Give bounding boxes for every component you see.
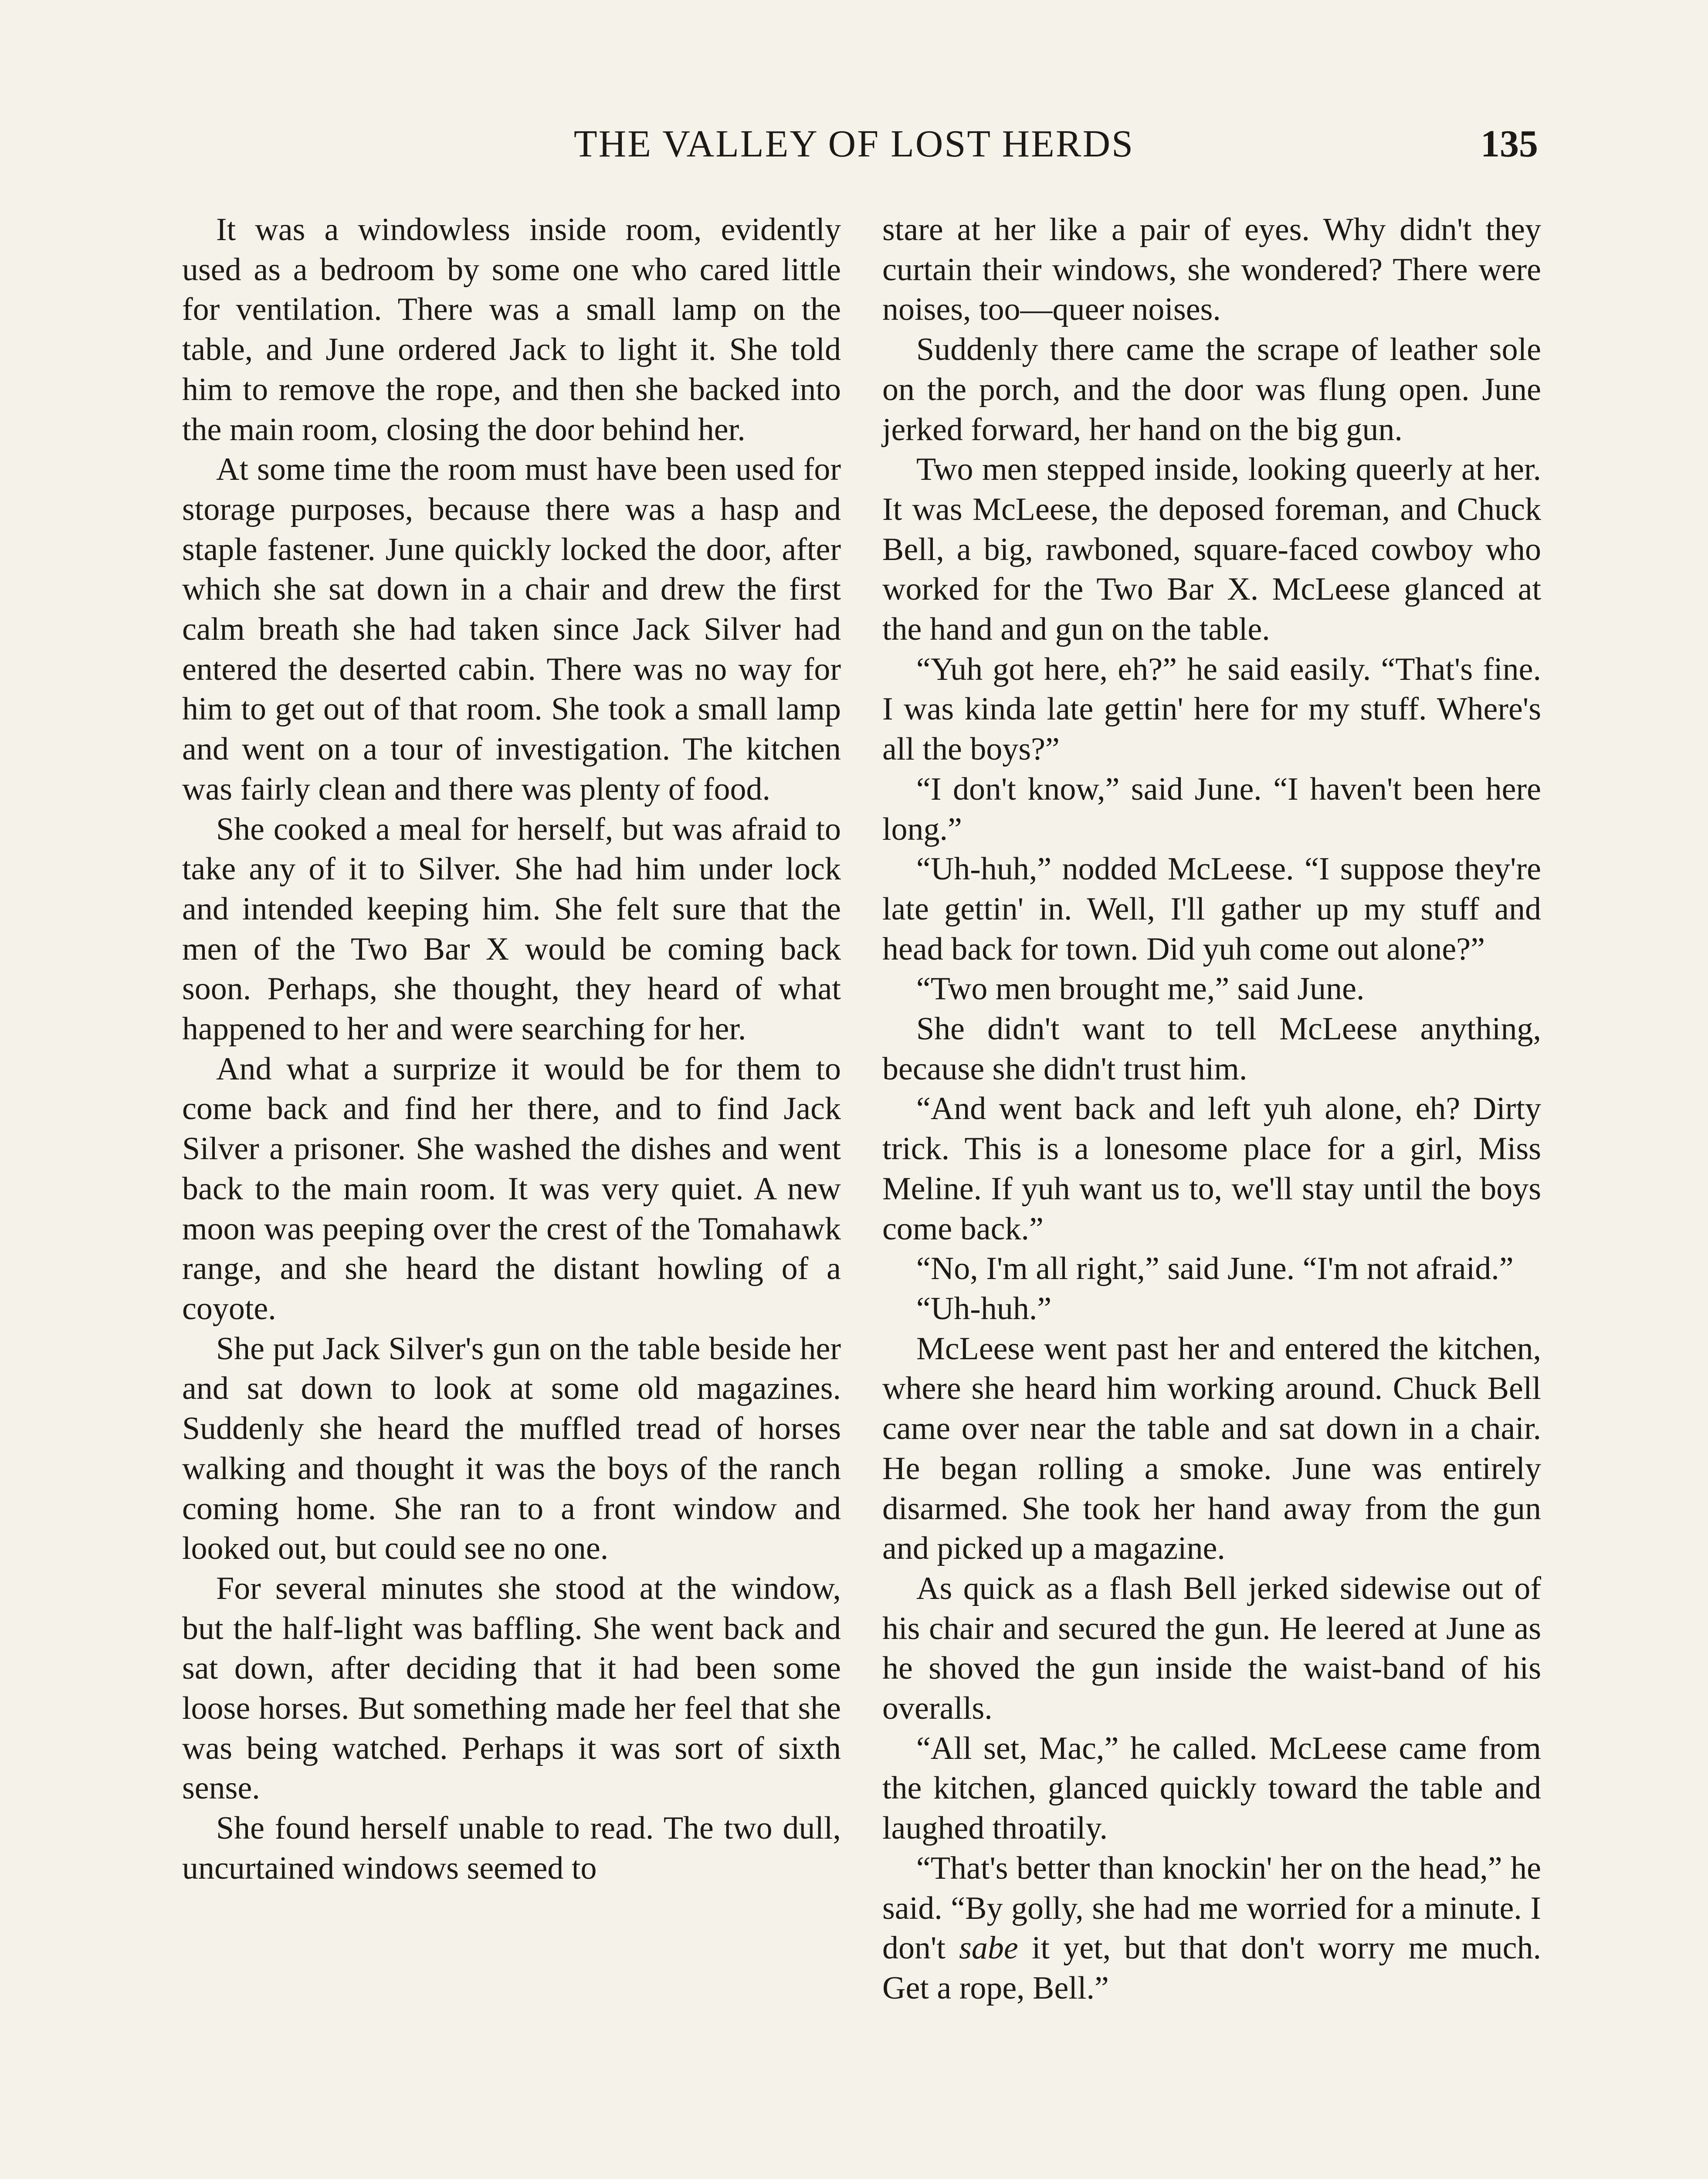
paragraph: She cooked a meal for herself, but was afraid to take any of it to Silver. She had him under lock and intended keeping him. She felt sure that the men of the Two Bar X would be coming back soon. Perhaps, she thought, they heard of what happened to her and were searching for her. — [182, 811, 841, 1047]
paragraph: “All set, Mac,” he called. McLeese came from the kitchen, glanced quickly toward the table and laughed throatily. — [882, 1730, 1541, 1846]
paragraph: Two men stepped inside, looking queerly at her. It was McLeese, the deposed foreman, and Chuck Bell, a big, rawboned, square-faced cowboy who worked for the Two Bar X. McLeese glanced at the hand and gun on the table. — [882, 451, 1541, 648]
paragraph — [882, 1849, 1541, 2009]
paragraph: “Uh-huh.” — [916, 1290, 1052, 1327]
paragraph: Suddenly there came the scrape of leather sole on the porch, and the door was flung open. June jerked forward, her hand on the big gun. — [882, 332, 1541, 448]
paragraph: For several minutes she stood at the window, but the half-light was baffling. She went back and sat down, after deciding that it had been some loose horses. But something made her feel that she was being watched. Perhaps it was sort of sixth sense. — [182, 1570, 841, 1806]
right-column — [882, 210, 1541, 2009]
running-header — [0, 120, 1708, 168]
left-column — [182, 210, 841, 1889]
paragraph: She put Jack Silver's gun on the table beside her and sat down to look at some old magazines. Suddenly she heard the muffled tread of horses walking and thought it was the boys of the ranch coming home. She ran to a front window and looked out, but could see no one. — [182, 1330, 841, 1567]
paragraph: At some time the room must have been used for storage purposes, because there was a hasp and staple fastener. June quickly locked the door, after which she sat down in a chair and drew the first calm breath she had taken since Jack Silver had entered the deserted cabin. There was no way for him to get out of that room. She took a small lamp and went on a tour of investigation. The kitchen was fairly clean and there was plenty of food. — [182, 451, 841, 807]
paragraph: She didn't want to tell McLeese anything, because she didn't trust him. — [882, 1011, 1541, 1087]
paragraph: “I don't know,” said June. “I haven't been here long.” — [882, 771, 1541, 847]
page-number: 135 — [1481, 123, 1538, 165]
paragraph-text: “That's better than knockin' her on the head,” he said. “By golly, she had me worried for a minute. I don't — [882, 1850, 1541, 1966]
paragraph: As quick as a flash Bell jerked sidewise out of his chair and secured the gun. He leered at June as he shoved the gun inside the waist-band of his overalls. — [882, 1570, 1541, 1727]
paragraph: She found herself unable to read. The two dull, uncurtained windows seemed to — [182, 1810, 841, 1886]
paragraph: “Uh-huh,” nodded McLeese. “I suppose they're late gettin' in. Well, I'll gather up my stuff and head back for town. Did yuh come out alone?” — [882, 851, 1541, 967]
paragraph: And what a surprize it would be for them to come back and find her there, and to find Jack Silver a prisoner. She washed the dishes and went back to the main room. It was very quiet. A new moon was peeping over the crest of the Tomahawk range, and she heard the distant howling of a coyote. — [182, 1051, 841, 1327]
paragraph: “No, I'm all right,” said June. “I'm not afraid.” — [916, 1251, 1514, 1287]
paragraph: “And went back and left yuh alone, eh? Dirty trick. This is a lonesome place for a girl, Miss Meline. If yuh want us to, we'll stay until the boys come back.” — [882, 1091, 1541, 1247]
italic-word: sabe — [959, 1930, 1018, 1966]
paragraph: McLeese went past her and entered the kitchen, where she heard him working around. Chuck Bell came over near the table and sat down in a chair. He began rolling a smoke. June was entirely disarmed. She took her hand away from the gun and picked up a magazine. — [882, 1330, 1541, 1567]
paragraph-text: it yet, but that don't worry me much. Get a rope, Bell.” — [882, 1930, 1541, 2006]
running-title: THE VALLEY OF LOST HERDS — [573, 123, 1135, 165]
continued-paragraph: stare at her like a pair of eyes. Why didn't they curtain their windows, she wondered? There were noises, too—queer noises. — [882, 212, 1541, 328]
paragraph: It was a windowless inside room, evidently used as a bedroom by some one who cared little for ventilation. There was a small lamp on the table, and June ordered Jack to light it. She told him to remove the rope, and then she backed into the main room, closing the door behind her. — [182, 212, 841, 448]
paragraph: “Two men brought me,” said June. — [916, 971, 1365, 1007]
paragraph: “Yuh got here, eh?” he said easily. “That's fine. I was kinda late gettin' here for my stuff. Where's all the boys?” — [882, 651, 1541, 767]
